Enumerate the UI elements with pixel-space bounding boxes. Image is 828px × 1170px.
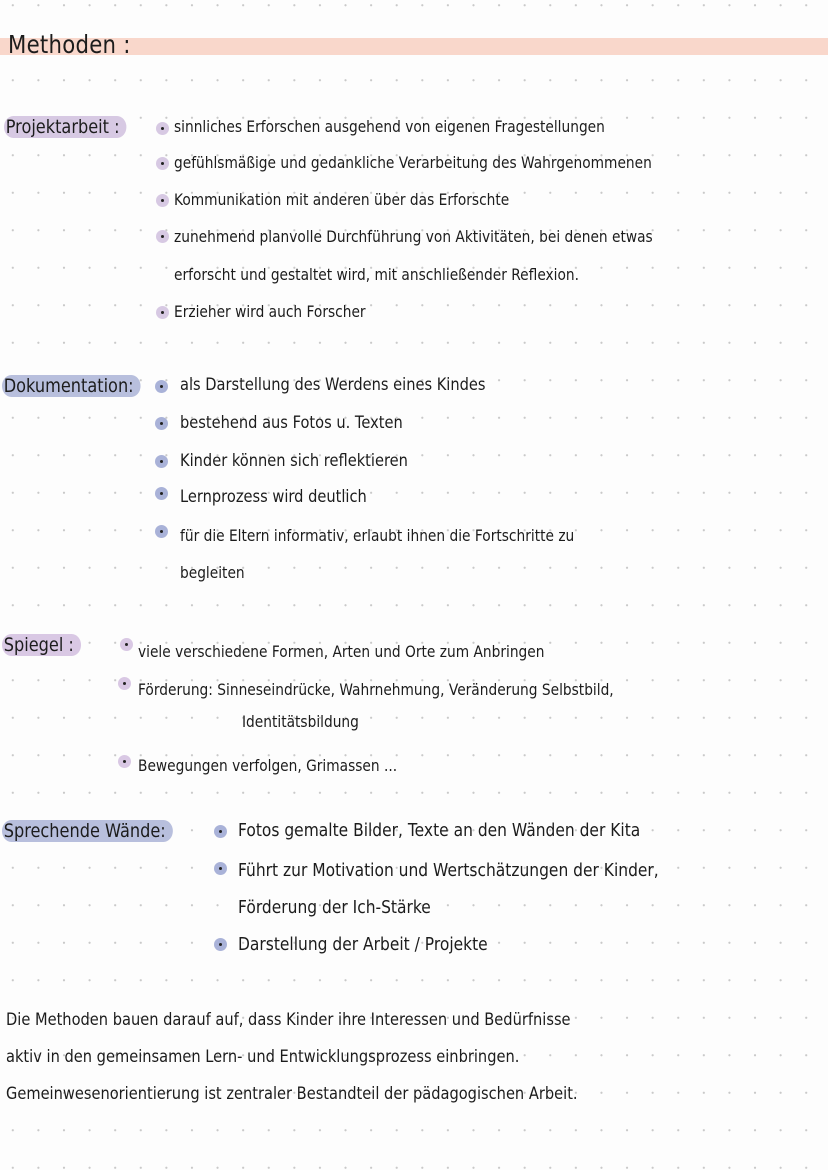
list-item-continuation: begleiten [180, 563, 245, 582]
bullet-icon [155, 380, 168, 393]
section-label-projektarbeit: Projektarbeit : [4, 116, 126, 138]
list-item: Bewegungen verfolgen, Grimassen ... [138, 756, 398, 775]
list-item-continuation: Identitätsbildung [242, 712, 359, 731]
bullet-icon [214, 862, 227, 875]
list-item: bestehend aus Fotos u. Texten [180, 413, 403, 433]
bullet-icon [155, 417, 168, 430]
list-item: zunehmend planvolle Durchführung von Aktivitäten, bei denen etwas [174, 227, 653, 246]
bullet-icon [156, 157, 169, 170]
list-item: gefühlsmäßige und gedankliche Verarbeitung des Wahrgenommenen [174, 153, 652, 172]
list-item: Erzieher wird auch Forscher [174, 302, 366, 321]
bullet-icon [155, 487, 168, 500]
bullet-icon [120, 638, 133, 651]
section-label-sprechende-waende: Sprechende Wände: [2, 820, 173, 842]
bullet-icon [214, 938, 227, 951]
list-item-continuation: Förderung der Ich-Stärke [238, 897, 431, 918]
list-item: für die Eltern informativ, erlaubt ihnen die Fortschritte zu [180, 526, 575, 545]
list-item: Darstellung der Arbeit / Projekte [238, 934, 488, 955]
list-item-continuation: erforscht und gestaltet wird, mit anschließender Reflexion. [174, 265, 580, 284]
list-item: Förderung: Sinneseindrücke, Wahrnehmung, Veränderung Selbstbild, [138, 680, 614, 699]
bullet-icon [118, 677, 131, 690]
list-item: viele verschiedene Formen, Arten und Orte zum Anbringen [138, 642, 545, 661]
list-item: Lernprozess wird deutlich [180, 487, 367, 507]
bullet-icon [156, 194, 169, 207]
bullet-icon [156, 230, 169, 243]
conclusion-line: aktiv in den gemeinsamen Lern- und Entwicklungsprozess einbringen. [6, 1047, 520, 1067]
section-label-spiegel: Spiegel : [2, 634, 81, 656]
bullet-icon [118, 755, 131, 768]
bullet-icon [156, 306, 169, 319]
bullet-icon [214, 825, 227, 838]
conclusion-line: Die Methoden bauen darauf auf, dass Kinder ihre Interessen und Bedürfnisse [6, 1010, 571, 1030]
bullet-icon [156, 122, 169, 135]
list-item: Kommunikation mit anderen über das Erforschte [174, 190, 510, 209]
list-item: Führt zur Motivation und Wertschätzungen der Kinder, [238, 860, 659, 881]
section-label-dokumentation: Dokumentation: [2, 375, 140, 397]
page-title: Methoden : [8, 30, 131, 59]
list-item: Fotos gemalte Bilder, Texte an den Wänden der Kita [238, 820, 641, 841]
conclusion-line: Gemeinwesenorientierung ist zentraler Bestandteil der pädagogischen Arbeit. [6, 1084, 578, 1104]
list-item: Kinder können sich reflektieren [180, 451, 408, 471]
bullet-icon [155, 525, 168, 538]
bullet-icon [155, 455, 168, 468]
list-item: als Darstellung des Werdens eines Kindes [180, 375, 486, 395]
list-item: sinnliches Erforschen ausgehend von eigenen Fragestellungen [174, 117, 605, 136]
